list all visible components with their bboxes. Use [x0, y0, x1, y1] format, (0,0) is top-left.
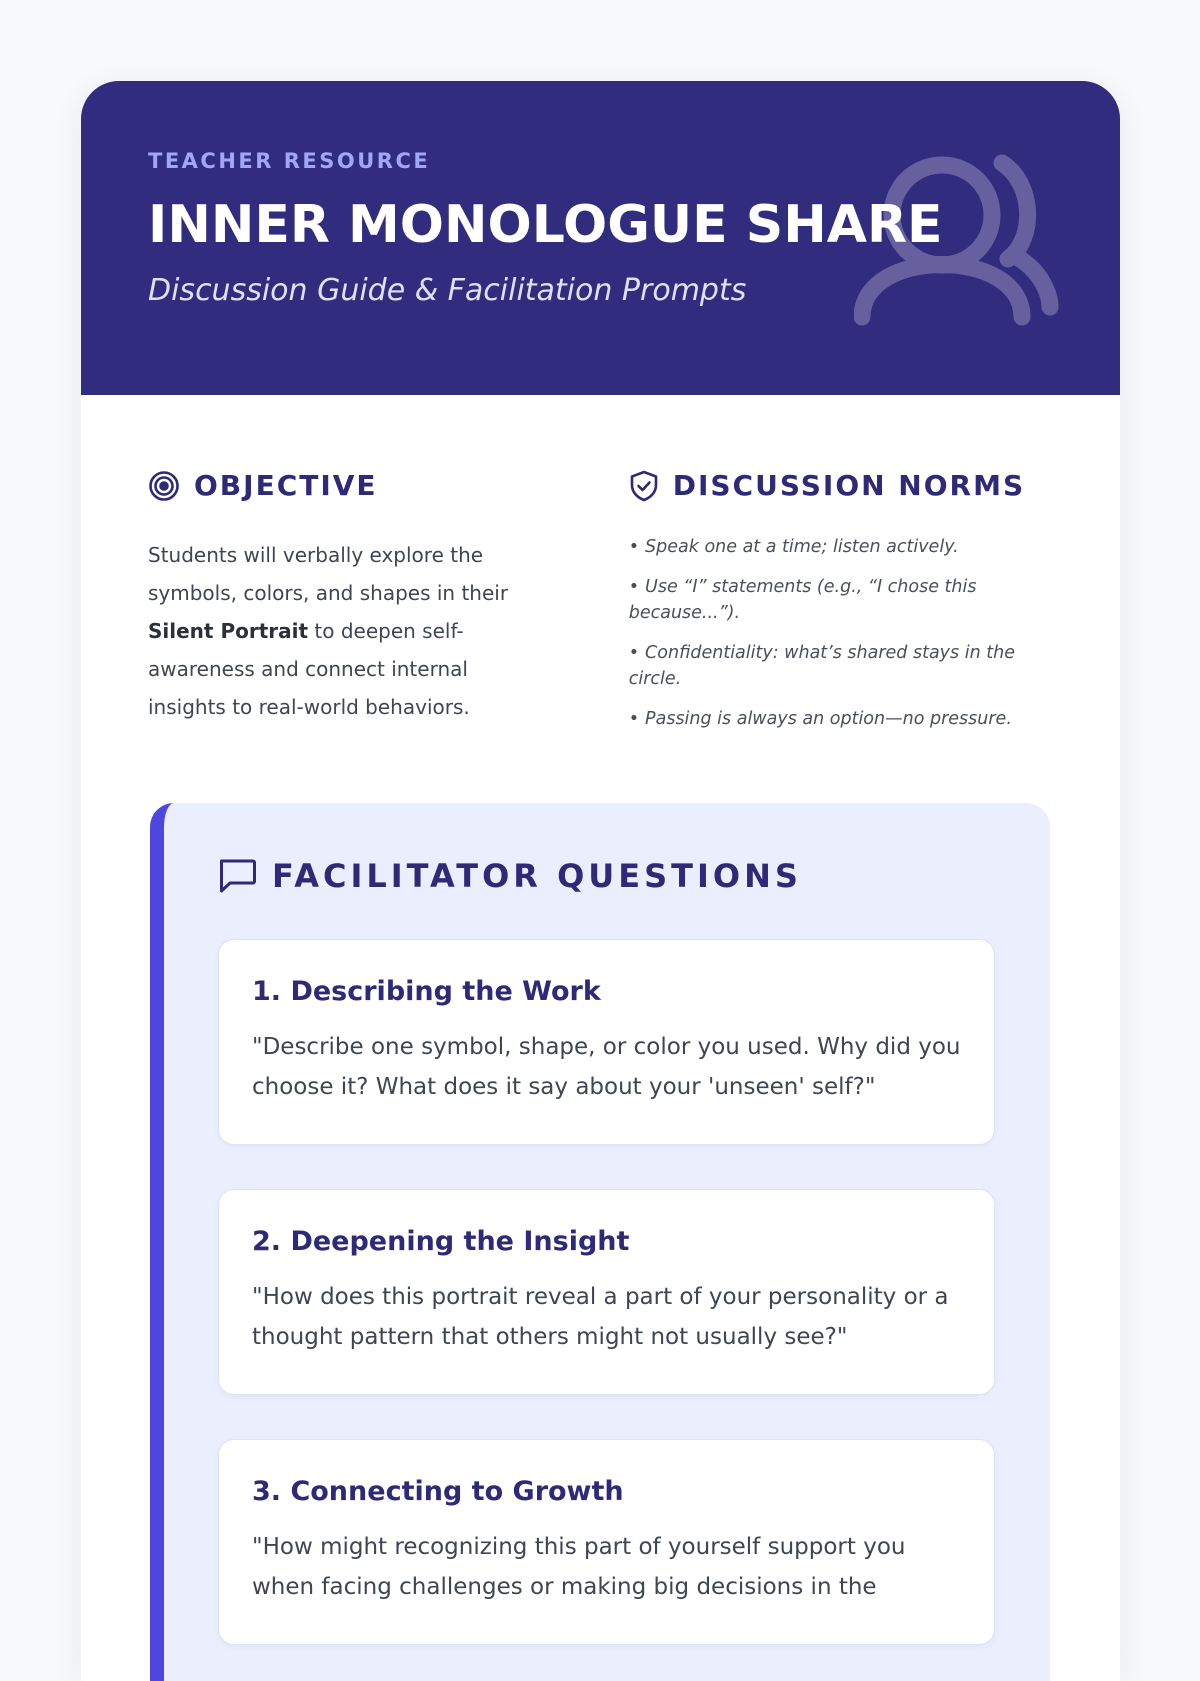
- facilitator-questions-panel: [150, 803, 1050, 1681]
- question-cards: [218, 939, 995, 1645]
- bullet-icon: •: [628, 709, 640, 729]
- list-item: [629, 574, 1053, 626]
- norm-text: Confidentiality: what’s shared stays in the circle.: [628, 643, 1015, 689]
- objective-text-emphasis: Silent Portrait: [148, 619, 309, 643]
- list-item: [629, 640, 1053, 692]
- question-card: [218, 1439, 995, 1645]
- objective-heading: [148, 469, 541, 502]
- norm-text: Use “I” statements (e.g., “I chose this because...”).: [628, 577, 977, 623]
- chat-bubble-icon: [218, 857, 258, 895]
- hero-banner: [81, 81, 1120, 395]
- objective-heading-label: OBJECTIVE: [194, 469, 378, 502]
- bullet-icon: •: [628, 643, 640, 663]
- norm-text: Speak one at a time; listen actively.: [645, 537, 959, 557]
- objective-text-start: Students will verbally explore the symbols, colors, and shapes in their: [148, 543, 509, 605]
- norms-heading-label: DISCUSSION NORMS: [672, 469, 1026, 502]
- norms-section: [629, 469, 1053, 746]
- norm-text: Passing is always an option—no pressure.: [645, 709, 1012, 729]
- bullet-icon: •: [628, 537, 640, 557]
- questions-heading: [218, 857, 995, 895]
- objective-section: [148, 469, 541, 746]
- questions-heading-label: FACILITATOR QUESTIONS: [272, 857, 802, 895]
- list-item: [629, 706, 1053, 732]
- target-icon: [148, 470, 180, 502]
- bullet-icon: •: [628, 577, 640, 597]
- objective-text-end: to deepen self-awareness and connect internal insights to real-world behaviors.: [148, 619, 470, 719]
- question-title: 2. Deepening the Insight: [252, 1226, 630, 1257]
- norms-heading: [629, 469, 1053, 502]
- objective-text: [148, 536, 541, 726]
- question-text: "Describe one symbol, shape, or color you used. Why did you choose it? What does it say about your 'unseen' self?": [252, 1034, 961, 1100]
- question-card: [218, 939, 995, 1145]
- people-icon: [854, 147, 1064, 337]
- question-text: "How might recognizing this part of yourself support you when facing challenges or making big decisions in the: [252, 1534, 906, 1600]
- list-item: [629, 534, 1053, 560]
- question-card: [218, 1189, 995, 1395]
- resource-sheet: [81, 81, 1120, 1681]
- question-text: "How does this portrait reveal a part of your personality or a thought pattern that others might not usually see?": [252, 1284, 949, 1350]
- page-title: INNER MONOLOGUE SHARE: [148, 195, 943, 255]
- intro-columns: [81, 395, 1120, 746]
- shield-check-icon: [629, 470, 659, 502]
- page-subtitle: Discussion Guide & Facilitation Prompts: [148, 273, 747, 308]
- norms-list: [629, 534, 1053, 732]
- eyebrow-label: TEACHER RESOURCE: [148, 149, 431, 173]
- question-title: 3. Connecting to Growth: [252, 1476, 624, 1507]
- question-title: 1. Describing the Work: [252, 976, 601, 1007]
